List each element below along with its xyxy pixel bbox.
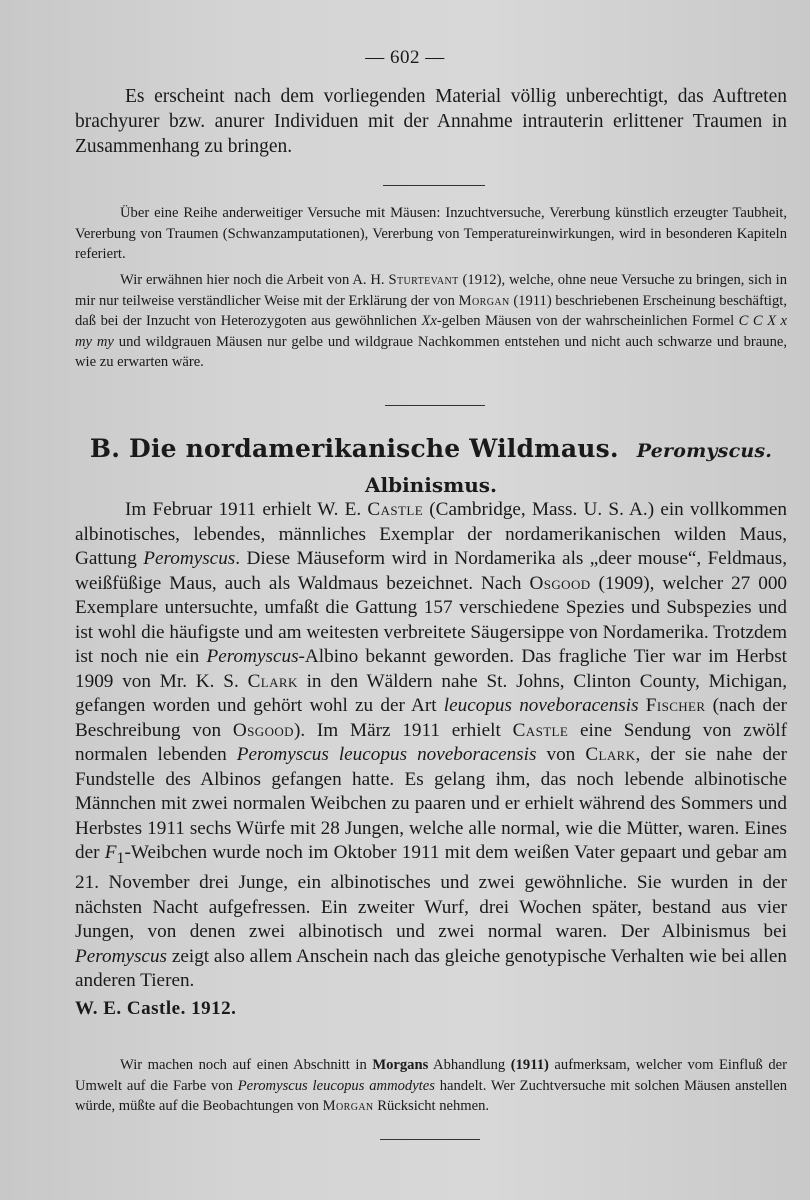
author-name: Osgood	[232, 719, 294, 741]
main-paragraph: Im Februar 1911 erhielt W. E. Castle (Cambridge, Mass. U. S. A.) ein vollkommen albinotisches, lebendes, männliches Exemplar der nordamerikanischen wilden Maus, Gattung Peromyscus. Diese Mäuseform wird in Nordamerika als „deer mouse“, Feldmaus, weißfüßige Maus, auch als Waldmaus bezeichnet. Nach Osgood (1909), welcher 27 000 Exemplare untersuchte, umfaßt die Gattung 157 verschiedene Spezies und Subspezies und ist wohl die häufigste und am weitesten verbreitete Säugersippe von Nordamerika. Trotzdem ist noch nie ein Peromyscus-Albino bekannt geworden. Das fragliche Tier war im Herbst 1909 von Mr. K. S. Clark in den Wäldern nahe St. Johns, Clinton County, Michigan, gefangen worden und gehört wohl zu der Art leucopus noveboracensis Fischer (nach der Beschreibung von Osgood). Im März 1911 erhielt Castle eine Sendung von zwölf normalen lebenden Peromyscus leucopus noveboracensis von Clark, der sie nahe der Fundstelle des Albinos gefangen hatte. Es gelang ihm, das noch lebende albinotische Männchen mit zwei normalen Weibchen zu paaren und er erhielt während des Sommers und Herbstes 1911 sechs Würfe mit 28 Jungen, welche alle normal, wie die Mütter, waren. Eines der $F_1$-Weibchen wurde noch im Oktober 1911 mit dem weißen Vater gepaart und gebar am 21. November drei Junge, ein albinotisches und zwei gewöhnliche. Sie wurden in der nächsten Nacht aufgefressen. Ein zweiter Wurf, drei Wochen später, bestand aus vier Jungen, von denen zwei albinotisch und zwei normal waren. Der Albinismus bei Peromyscus zeigt also allem Anschein nach das gleiche genotypische Verhalten wie bei allen anderen Tieren.	[75, 499, 788, 992]
note-sturtevant: Wir erwähnen hier noch die Arbeit von A. H. Sturtevant (1912), welche, ohne neue Versuche zu bringen, sich in mir nur teilweise verständlicher Weise mit der Erklärung der von Morgan (1911) beschriebenen Erscheinung beschäftigt, daß bei der Inzucht von Heterozygoten aus gewöhnlichen Xx-gelben Mäusen von der wahrscheinlichen Formel C C X x my my und wildgrauen Mäusen nur gelbe und wildgraue Nachkommen entstehen und nicht auch schwarze und braune, wie zu erwarten wäre.	[75, 272, 787, 370]
paragraph-conclusion: Es erscheint nach dem vorliegenden Material völlig unberechtigt, das Auftreten brachyurer bzw. anurer Individuen mit der Annahme intrauterin erlittener Traumen in Zusammenhang zu bringen.	[75, 86, 787, 157]
section-divider	[380, 1139, 480, 1140]
author-name: Clark	[585, 744, 636, 765]
page-number: — 602 —	[365, 47, 445, 68]
author-name: Sturtevant	[388, 272, 459, 288]
note-other-experiments: Über eine Reihe anderweitiger Versuche mit Mäusen: Inzuchtversuche, Vererbung künstlich erzeugter Taubheit, Vererbung von Traumen (Schwanzamputationen), Vererbung von Temperatureinwirkungen, wird in besonderen Kapiteln referiert.	[75, 205, 787, 262]
genus-name: Peromyscus.	[636, 440, 773, 462]
footnote-morgan: Wir machen noch auf einen Abschnitt in Morgans Abhandlung (1911) aufmerksam, welcher vom Einfluß der Umwelt auf die Farbe von Peromyscus leucopus ammodytes handelt. Wer Zuchtversuche mit solchen Mäusen anstellen würde, müßte auf die Beobachtungen von Morgan Rücksicht nehmen.	[75, 1057, 787, 1114]
author-name: Osgood	[529, 572, 591, 594]
author-name: Morgan	[458, 292, 510, 309]
author-name: Castle	[512, 719, 569, 741]
subsection-heading: Albinismus.	[364, 473, 498, 497]
section-divider	[383, 185, 485, 186]
author-name: Morgan	[322, 1098, 374, 1114]
genetic-formula: C C X x my my	[75, 313, 787, 350]
signature: W. E. Castle. 1912.	[75, 998, 237, 1019]
section-heading: B. Die nordamerikanische Wildmaus. Peromyscus.	[89, 434, 773, 463]
section-divider	[385, 405, 485, 406]
author-name: Castle	[367, 499, 424, 520]
author-name: Fischer	[645, 695, 706, 716]
genetic-formula: Xx	[421, 313, 437, 329]
author-name: Clark	[247, 670, 298, 692]
